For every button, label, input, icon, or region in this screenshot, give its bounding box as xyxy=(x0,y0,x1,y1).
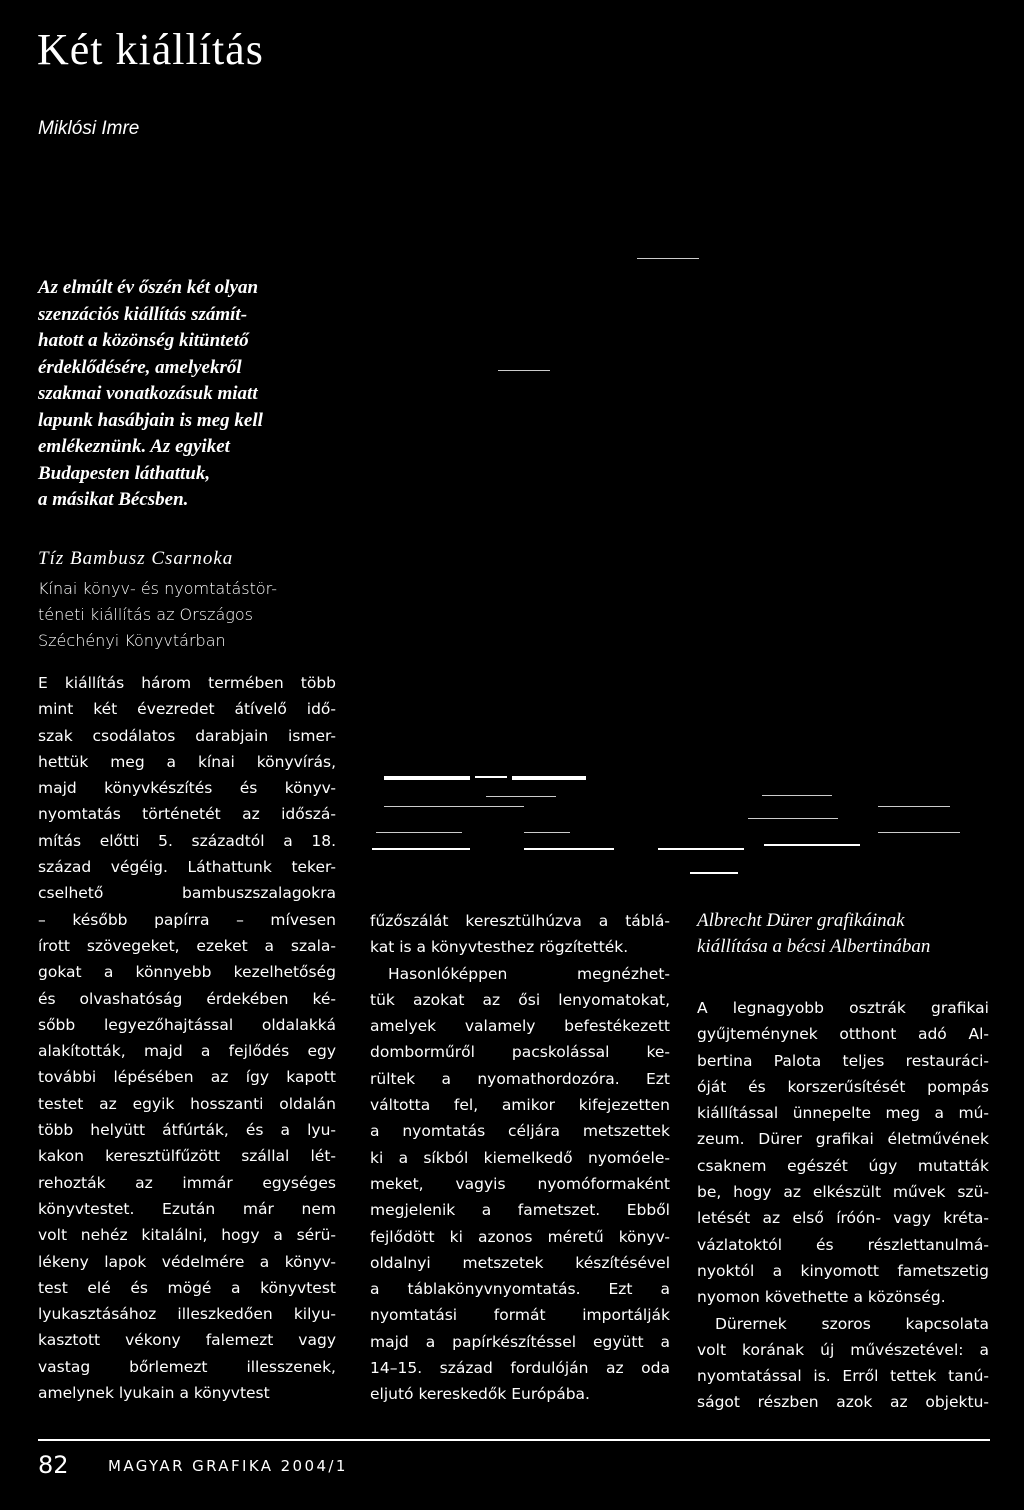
lead-line: lapunk hasábjain is meg kell xyxy=(38,409,263,431)
artifact-line xyxy=(748,818,838,819)
text-line: Hasonlóképpen megnézhet- xyxy=(388,964,670,983)
text-line: a nyomtatás céljára metszettek xyxy=(370,1122,670,1141)
article-author: Miklósi Imre xyxy=(38,118,140,139)
text-line: amelyek valamely befestékezett xyxy=(370,1017,670,1036)
subtitle-line: Kínai könyv- és nyomtatástör- xyxy=(38,579,277,598)
text-column-1 xyxy=(38,670,336,1406)
article-title: Két kiállítás xyxy=(37,25,264,74)
text-line: alakították, majd a fejlődés egy xyxy=(38,1042,336,1061)
text-line: testet az egyik hosszanti oldalán xyxy=(38,1094,336,1113)
text-line: írott szövegeket, ezeket a szala- xyxy=(38,936,336,955)
text-line: óját és korszerűsítését pompás xyxy=(697,1077,989,1096)
text-line: volt nehéz kitalálni, hogy a sérü- xyxy=(38,1226,336,1245)
text-line: több helyütt átfúrták, és a lyu- xyxy=(38,1121,336,1140)
lead-line: hatott a közönség kitüntető xyxy=(38,330,249,351)
text-line: lékeny lapok védelmére a könyv- xyxy=(38,1252,336,1271)
text-line: 14–15. század fordulóján az oda xyxy=(370,1359,670,1378)
footer-divider xyxy=(38,1439,990,1441)
artifact-line xyxy=(658,848,744,850)
text-line: oldalnyi metszetek készítésével xyxy=(370,1253,670,1272)
artifact-line xyxy=(690,872,738,874)
text-line: könyvtestet. Ezután már nem xyxy=(38,1199,336,1218)
artifact-line xyxy=(475,776,507,778)
lead-line: Az elmúlt év őszén két olyan xyxy=(38,277,259,298)
journal-name: MAGYAR GRAFIKA 2004/1 xyxy=(108,1457,348,1475)
text-line: mint két évezredet átívelő idő- xyxy=(38,700,336,719)
text-line: ságot részben azok az objektu- xyxy=(697,1393,989,1412)
text-line: nyomtatási formát importálják xyxy=(370,1306,670,1325)
text-line: volt korának új művészetével: a xyxy=(697,1340,989,1359)
page-number: 82 xyxy=(38,1451,69,1479)
text-line: nyomtatás történetét az időszá- xyxy=(38,805,336,824)
lead-line: emlékeznünk. Az egyiket xyxy=(38,436,230,457)
text-line: majd a papírkészítéssel együtt a xyxy=(370,1332,670,1351)
subtitle-line: Széchényi Könyvtárban xyxy=(38,631,226,650)
text-line: zeum. Dürer grafikai életművének xyxy=(697,1130,989,1149)
text-line: majd könyvkészítés és könyv- xyxy=(38,779,336,798)
lead-line: érdeklődésére, amelyekről xyxy=(38,356,242,378)
artifact-line xyxy=(384,806,524,807)
text-line: szak csodálatos darabjain ismer- xyxy=(38,726,336,745)
text-line: megjelenik a fametszet. Ebből xyxy=(370,1201,670,1220)
text-line: és olvashatóság érdekében ké- xyxy=(38,989,336,1008)
artifact-line xyxy=(372,848,470,850)
text-line: cselhető bambuszszalagokra xyxy=(38,884,336,903)
text-line: hettük meg a kínai könyvírás, xyxy=(38,752,336,771)
artifact-line xyxy=(498,370,550,371)
text-line: E kiállítás három termében több xyxy=(38,674,336,692)
artifact-line xyxy=(878,832,960,833)
section2-title-line: kiállítása a bécsi Albertinában xyxy=(697,936,931,957)
text-line: további lépésében az így kapott xyxy=(38,1068,336,1087)
artifact-line xyxy=(524,848,614,850)
artifact-line xyxy=(524,832,570,833)
text-line: rültek a nyomathordozóra. Ezt xyxy=(370,1069,670,1088)
lead-line: szenzációs kiállítás számít- xyxy=(38,303,248,325)
text-line: kat is a könyvtesthez rögzítették. xyxy=(370,938,629,957)
text-line: kasztott vékony falemezt vagy xyxy=(38,1331,336,1350)
text-line: be, hogy az elkészült művek szü- xyxy=(697,1183,989,1202)
artifact-line xyxy=(764,844,860,846)
text-line: kiállítással ünnepelte meg a mú- xyxy=(697,1104,989,1123)
text-line: kakon keresztülfűzött szállal lét- xyxy=(38,1147,336,1166)
text-line: – később papírra – mívesen xyxy=(38,910,336,929)
text-line: fűzőszálát keresztülhúzva a táblá- xyxy=(370,912,670,930)
text-line: gyűjteménynek otthont adó Al- xyxy=(697,1025,989,1044)
text-line: vastag bőrlemezt illesszenek, xyxy=(38,1357,336,1376)
text-column-3 xyxy=(697,995,989,1416)
lead-line: Budapesten láthattuk, xyxy=(38,462,211,484)
text-line: eljutó kereskedők Európába. xyxy=(370,1385,590,1404)
section2-title xyxy=(697,908,930,960)
text-line: Dürernek szoros kapcsolata xyxy=(715,1314,989,1333)
text-column-2 xyxy=(370,908,670,1408)
text-line: gokat a könnyebb kezelhetőség xyxy=(38,963,336,982)
text-line: letését az első íróón- vagy kréta- xyxy=(697,1209,989,1228)
text-line: ki a síkból kiemelkedő nyomóele- xyxy=(370,1148,670,1167)
text-line: meket, vagyis nyomóformaként xyxy=(370,1174,670,1193)
text-line: rehozták az immár egységes xyxy=(38,1173,336,1192)
text-line: mítás előtti 5. századtól a 18. xyxy=(38,831,336,850)
text-line: nyomon követhette a közönség. xyxy=(697,1288,946,1307)
text-line: domborműről pacskolással ke- xyxy=(370,1043,670,1062)
text-line: nyomtatással is. Erről tettek tanú- xyxy=(697,1367,989,1386)
text-line: fejlődött ki azonos méretű könyv- xyxy=(370,1227,670,1246)
section1-subtitle xyxy=(38,576,338,654)
artifact-line xyxy=(512,776,586,780)
artifact-line xyxy=(762,795,832,796)
artifact-line xyxy=(637,258,699,259)
artifact-line xyxy=(376,832,462,833)
artifact-line xyxy=(486,796,556,797)
subtitle-line: téneti kiállítás az Országos xyxy=(38,605,253,624)
text-line: csaknem egészét úgy mutatták xyxy=(697,1156,989,1175)
section2-title-line: Albrecht Dürer grafikáinak xyxy=(697,910,905,931)
text-line: bertina Palota teljes restauráci- xyxy=(697,1051,989,1070)
text-line: váltotta fel, amikor kifejezetten xyxy=(370,1096,670,1115)
article-lead xyxy=(38,275,358,514)
section1-title: Tíz Bambusz Csarnoka xyxy=(38,548,234,569)
text-line: test elé és mögé a könyvtest xyxy=(38,1278,336,1297)
text-line: A legnagyobb osztrák grafikai xyxy=(697,999,989,1017)
text-line: század végéig. Láthattunk teker- xyxy=(38,858,336,877)
text-line: sőbb legyezőhajtással oldalakká xyxy=(38,1015,336,1034)
text-line: lyukasztásához illeszkedően kilyu- xyxy=(38,1305,336,1324)
lead-line: a másikat Bécsben. xyxy=(38,489,189,510)
text-line: nyoktól a kinyomott fametszetig xyxy=(697,1261,989,1280)
text-line: vázlatoktól és részlettanulmá- xyxy=(697,1235,989,1254)
artifact-line xyxy=(384,776,470,780)
text-line: a táblakönyvnyomtatás. Ezt a xyxy=(370,1280,670,1299)
artifact-line xyxy=(878,806,950,807)
lead-line: szakmai vonatkozásuk miatt xyxy=(38,383,258,404)
text-line: amelynek lyukain a könyvtest xyxy=(38,1384,270,1403)
text-line: tük azokat az ősi lenyomatokat, xyxy=(370,990,670,1009)
